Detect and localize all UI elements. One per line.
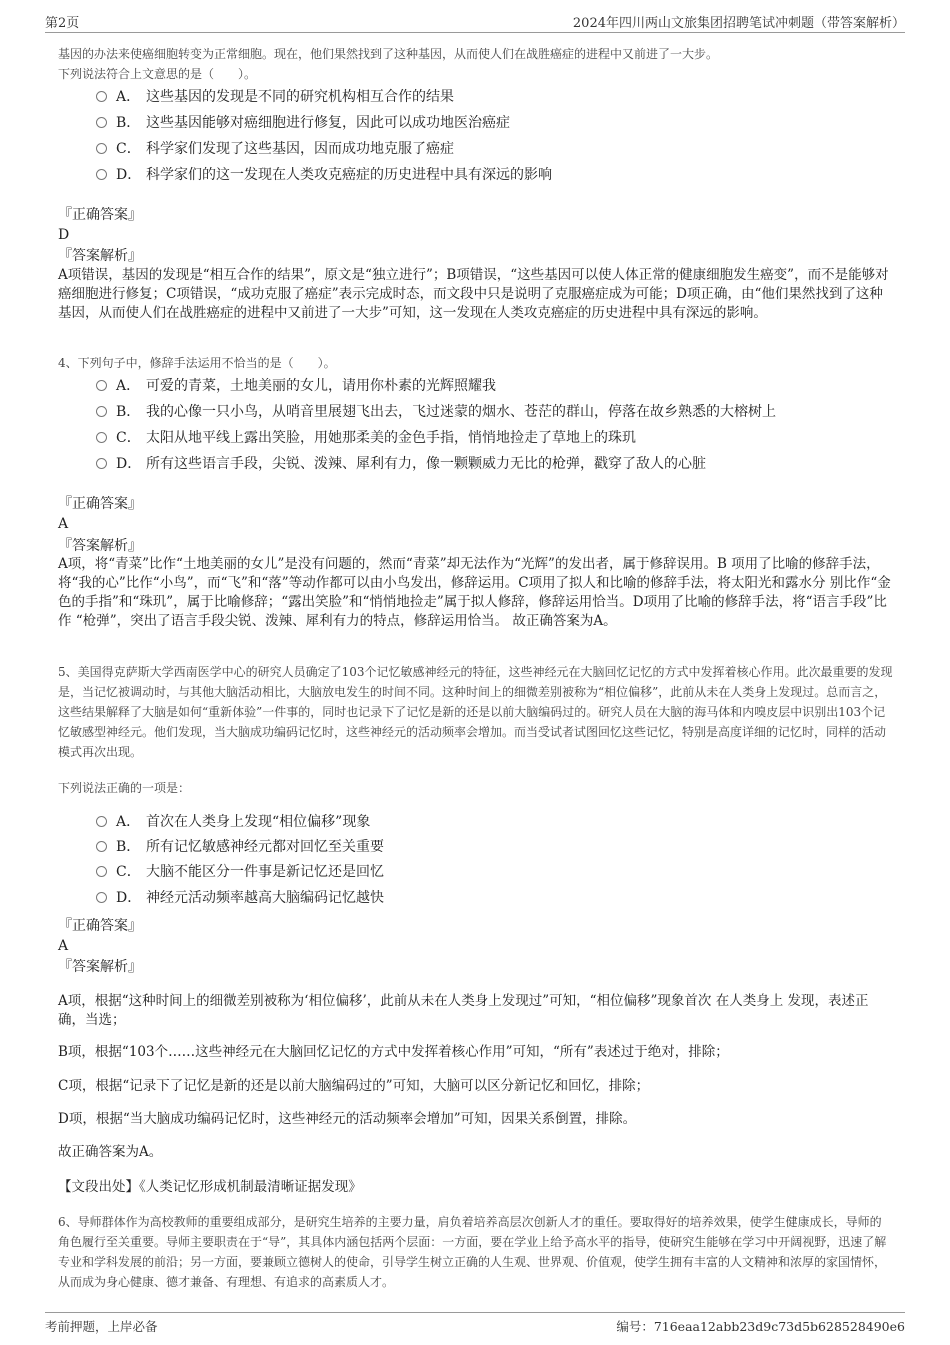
q5-option-d[interactable]: D． 神经元活动频率越高大脑编码记忆越快 xyxy=(96,886,384,910)
q5-answer: A xyxy=(58,938,69,954)
q5-option-c[interactable]: C． 大脑不能区分一件事是新记忆还是回忆 xyxy=(96,860,384,884)
radio-icon[interactable] xyxy=(96,143,107,154)
q5-question: 下列说法正确的一项是： xyxy=(58,781,191,795)
q5-answer-label: 『正确答案』 xyxy=(58,918,142,934)
q4-answer: A xyxy=(58,516,69,532)
q6-stem: 6、导师群体作为高校教师的重要组成部分，是研究生培养的主要力量，肩负着培养高层次创新人才的重任。要取得好的培养效果，使学生健康成长，导师的角色履行至关重要。导师主要职责在于“导”，其具体内涵包括两个层面：一方面，要在学业上给予高水平的指导，使研究生能够在学习中开阔视野，迅速了解专业和学科发展的前沿；另一方面，要兼顾立德树人的使命，引导学生树立正确的人生观、世界观、价值观，使学生拥有丰富的人文精神和浓厚的家国情怀，从而成为身心健康、德才兼备、有理想、有追求的高素质人才。 xyxy=(58,1215,887,1289)
q3-question: 下列说法符合上文意思的是（ ）。 xyxy=(58,67,257,81)
page-number: 第2页 xyxy=(45,16,80,31)
radio-icon[interactable] xyxy=(96,406,107,417)
footer-serial: 编号：716eaa12abb23d9c73d5b628528490e6 xyxy=(616,1319,905,1334)
q4-analysis: A项，将“青菜”比作“土地美丽的女儿”是没有问题的，然而“青菜”却无法作为“光辉”的发出者，属于修辞误用。B 项用了比喻的修辞手法，将“我的心”比作“小鸟”，而“飞”和“落”等动作都可以由小鸟发出，修辞运用。C项用了拟人和比喻的修辞手法，将太阳光和露水分 别比作“金色的手指”和“珠玑”，属于比喻修辞；“露出笑脸”和“悄悄地捡走”属于拟人修辞，修辞运用恰当。D项用了比喻的修辞手法，将“语言手段”比作 “枪弹”，突出了语言手段尖锐、泼辣、犀利有力的特点，修辞运用恰当。 故正确答案为A。 xyxy=(58,556,891,629)
q4-option-d[interactable]: D． 所有这些语言手段，尖锐、泼辣、犀利有力，像一颗颗威力无比的枪弹，戳穿了敌人的心脏 xyxy=(96,452,706,476)
q3-analysis: A项错误，基因的发现是“相互合作的结果”，原文是“独立进行”；B项错误，“这些基因可以使人体正常的健康细胞发生癌变”，而不是能够对癌细胞进行修复；C项错误，“成功克服了癌症”表示完成时态，而文段中只是说明了克服癌症成为可能；D项正确，由“他们果然找到了这种基因，从而使人们在战胜癌症的进程中又前进了一大步”可知，这一发现在人类攻克癌症的历史进程中具有深远的影响。 xyxy=(58,267,889,321)
q3-option-d[interactable]: D． 科学家们的这一发现在人类攻克癌症的历史进程中具有深远的影响 xyxy=(96,163,552,187)
q4-option-c[interactable]: C． 太阳从地平线上露出笑脸，用她那柔美的金色手指，悄悄地捡走了草地上的珠玑 xyxy=(96,426,636,450)
radio-icon[interactable] xyxy=(96,892,107,903)
q5-stem: 5、美国得克萨斯大学西南医学中心的研究人员确定了103个记忆敏感神经元的特征，这些神经元在大脑回忆记忆的方式中发挥着核心作用。此次最重要的发现是，当记忆被调动时，与其他大脑活动相比，大脑放电发生的时间不同。这种时间上的细微差别被称为“相位偏移”，此前从未在人类身上发现过。总而言之，这些结果解释了大脑是如何“重新体验”一件事的，同时也记录下了记忆是新的还是以前大脑编码过的。研究人员在大脑的海马体和内嗅皮层中识别出103个记忆敏感型神经元。他们发现，当大脑成功编码记忆时，这些神经元的活动频率会增加。而当受试者试图回忆这些记忆，特别是高度详细的记忆时，同样的活动模式再次出现。 xyxy=(58,665,893,759)
q3-answer-label: 『正确答案』 xyxy=(58,207,142,223)
q5-source: 【文段出处】《人类记忆形成机制最清晰证据发现》 xyxy=(58,1179,362,1195)
page-footer xyxy=(45,1312,905,1335)
q4-answer-label: 『正确答案』 xyxy=(58,496,142,512)
q5-analysis-a: A项，根据“这种时间上的细微差别被称为‘相位偏移’，此前从未在人类身上发现过”可知，“相位偏移”现象首次 在人类身上 发现，表述正确，当选； xyxy=(58,993,869,1028)
q3-option-c[interactable]: C． 科学家们发现了这些基因，因而成功地克服了癌症 xyxy=(96,137,454,161)
q3-option-a[interactable]: A． 这些基因的发现是不同的研究机构相互合作的结果 xyxy=(96,85,454,109)
radio-icon[interactable] xyxy=(96,866,107,877)
q5-analysis-b: B项，根据“103个……这些神经元在大脑回忆记忆的方式中发挥着核心作用”可知，“所有”表述过于绝对，排除； xyxy=(58,1044,729,1060)
radio-icon[interactable] xyxy=(96,432,107,443)
q3-analysis-label: 『答案解析』 xyxy=(58,248,142,264)
q3-intro: 基因的办法来使癌细胞转变为正常细胞。现在，他们果然找到了这种基因，从而使人们在战胜癌症的进程中又前进了一大步。 xyxy=(58,47,719,61)
q3-option-b[interactable]: B． 这些基因能够对癌细胞进行修复，因此可以成功地医治癌症 xyxy=(96,111,510,135)
q4-option-b[interactable]: B． 我的心像一只小鸟，从哨音里展翅飞出去，飞过迷蒙的烟水、苍茫的群山，停落在故乡熟悉的大榕树上 xyxy=(96,400,776,424)
radio-icon[interactable] xyxy=(96,816,107,827)
radio-icon[interactable] xyxy=(96,380,107,391)
radio-icon[interactable] xyxy=(96,117,107,128)
q5-conclusion: 故正确答案为A。 xyxy=(58,1144,163,1160)
q5-option-a[interactable]: A． 首次在人类身上发现“相位偏移”现象 xyxy=(96,810,370,834)
page-header xyxy=(45,12,905,33)
document-title: 2024年四川两山文旅集团招聘笔试冲刺题（带答案解析） xyxy=(572,16,905,31)
q5-analysis-d: D项，根据“当大脑成功编码记忆时，这些神经元的活动频率会增加”可知，因果关系倒置，排除。 xyxy=(58,1111,637,1127)
q4-analysis-label: 『答案解析』 xyxy=(58,538,142,554)
q5-option-b[interactable]: B． 所有记忆敏感神经元都对回忆至关重要 xyxy=(96,835,384,859)
q5-analysis-label: 『答案解析』 xyxy=(58,959,142,975)
q4-option-a[interactable]: A． 可爱的青菜，土地美丽的女儿，请用你朴素的光辉照耀我 xyxy=(96,374,496,398)
q5-analysis-c: C项，根据“记录下了记忆是新的还是以前大脑编码过的”可知，大脑可以区分新记忆和回忆，排除； xyxy=(58,1078,650,1094)
q4-stem: 4、下列句子中，修辞手法运用不恰当的是（ ）。 xyxy=(58,356,336,370)
radio-icon[interactable] xyxy=(96,841,107,852)
radio-icon[interactable] xyxy=(96,458,107,469)
radio-icon[interactable] xyxy=(96,91,107,102)
q3-answer: D xyxy=(58,227,70,243)
footer-slogan: 考前押题，上岸必备 xyxy=(45,1319,158,1334)
radio-icon[interactable] xyxy=(96,169,107,180)
